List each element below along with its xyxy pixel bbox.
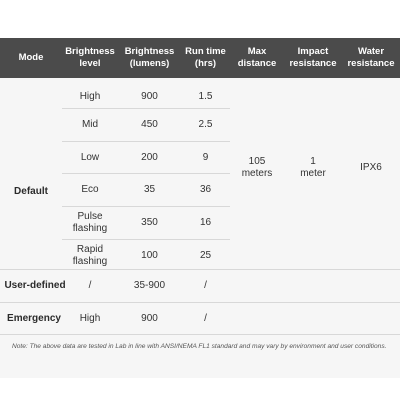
runtime-mid: 2.5 [198,119,213,130]
runtime-high: 1.5 [198,91,213,102]
header-water-resistance: Water resistance [347,46,395,69]
runtime-low: 9 [202,152,209,163]
user-defined-level: / [88,280,92,291]
user-defined-lumens: 35-900 [133,280,166,291]
level-high: High [79,91,101,102]
table-header-row [0,38,400,78]
emergency-level: High [79,313,101,324]
mode-emergency-label: Emergency [7,313,61,324]
header-mode: Mode [18,52,44,63]
header-max-distance: Max distance [237,46,277,69]
water-resistance-value: IPX6 [360,162,382,173]
mode-default-label: Default [14,186,48,197]
user-defined-runtime: / [204,280,207,291]
max-distance-value: 105 meters [241,156,273,179]
emergency-runtime: / [204,313,207,324]
level-mid: Mid [81,119,99,130]
header-brightness-lumens: Brightness (lumens) [124,46,175,69]
lumens-high: 900 [141,91,158,102]
lumens-mid: 450 [141,119,158,130]
header-run-time: Run time (hrs) [185,46,226,69]
header-brightness-level: Brightness level [65,46,115,69]
level-eco: Eco [81,184,99,195]
level-low: Low [80,152,100,163]
lumens-pulse-flashing: 350 [141,217,158,228]
level-rapid-flashing: Rapid flashing [72,244,108,267]
lumens-eco: 35 [143,184,156,195]
mode-user-defined-label: User-defined [4,280,66,291]
runtime-rapid-flashing: 25 [199,250,212,261]
lumens-low: 200 [141,152,158,163]
section-divider [0,334,400,335]
header-impact-resistance: Impact resistance [289,46,337,69]
runtime-eco: 36 [199,184,212,195]
lumens-rapid-flashing: 100 [141,250,158,261]
impact-resistance-value: 1 meter [300,156,326,179]
footnote: Note: The above data are tested in Lab in line with ANSI/NEMA FL1 standard and may vary by environment and user conditions. [12,343,387,350]
runtime-pulse-flashing: 16 [199,217,212,228]
spec-table [0,38,400,378]
level-pulse-flashing: Pulse flashing [72,211,108,234]
emergency-lumens: 900 [141,313,158,324]
